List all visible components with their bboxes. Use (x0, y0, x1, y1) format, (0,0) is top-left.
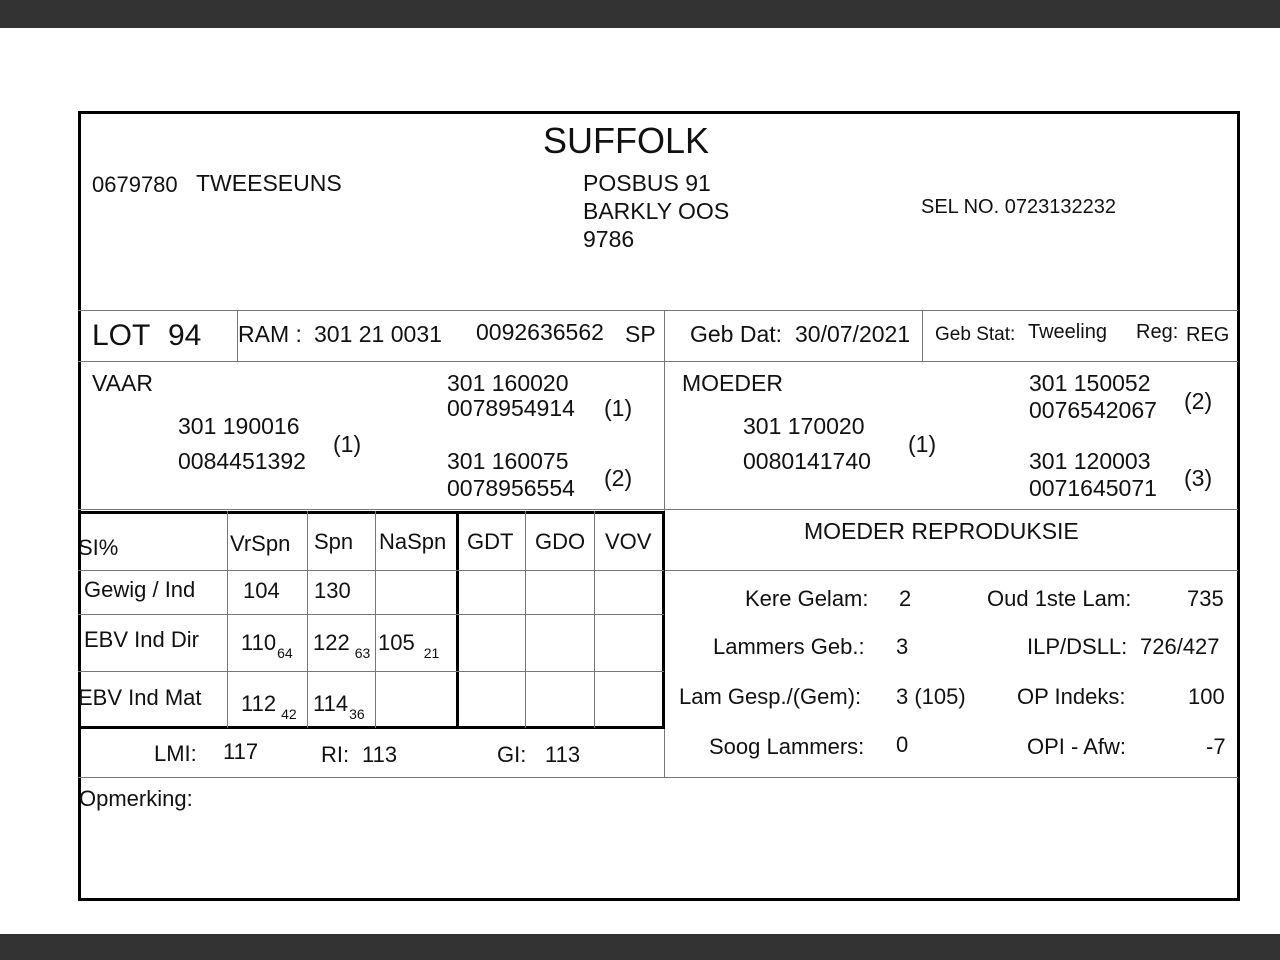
lam-gesp-value: 3 (105) (896, 684, 966, 709)
address-line3: 9786 (583, 226, 635, 252)
sire-reg: 0084451392 (178, 448, 306, 474)
divider (78, 310, 1238, 311)
table-separator (456, 511, 459, 729)
reproduction-title: MOEDER REPRODUKSIE (804, 518, 1079, 544)
row-ebv-dir-vrspn: $110_{64}$ (241, 630, 293, 661)
row-ebv-mat-vrspn: 112 $_{42}$ (241, 691, 297, 722)
divider (78, 361, 1238, 362)
opi-afw-value: -7 (1206, 734, 1226, 759)
sire-label: VAAR (92, 370, 153, 396)
sire-parent1-rank: (1) (604, 395, 633, 421)
lot-label: LOT (92, 319, 151, 352)
sire-parent1-reg: 0078954914 (447, 395, 575, 421)
dam-reg: 0080141740 (743, 448, 871, 474)
gi-label: GI: (497, 742, 527, 767)
animal-label: RAM : (238, 321, 302, 347)
divider (525, 511, 526, 728)
opi-afw-label: OPI - Afw: (1027, 734, 1127, 759)
header-naspn: NaSpn (379, 529, 447, 554)
sire-id: 301 190016 (178, 413, 300, 439)
header-vov: VOV (605, 529, 652, 554)
header-si: SI% (78, 535, 119, 560)
row-ebv-dir-label: EBV Ind Dir (84, 627, 199, 652)
dam-id: 301 170020 (743, 413, 865, 439)
divider (78, 777, 1238, 778)
top-bar (0, 0, 1280, 28)
border-top (78, 111, 1240, 114)
dam-parent2-rank: (3) (1184, 465, 1213, 491)
row-gewig-label: Gewig / Ind (84, 577, 196, 602)
border-left (78, 111, 81, 901)
bottom-bar (0, 934, 1280, 960)
sire-parent2-rank: (2) (604, 465, 633, 491)
lmi-label: LMI: (154, 741, 197, 766)
divider (78, 570, 664, 571)
row-ebv-mat-label: EBV Ind Mat (78, 685, 202, 710)
table-border-right (662, 511, 665, 729)
address-line1: POSBUS 91 (583, 170, 711, 196)
table-border-bottom (78, 726, 665, 729)
sire-parent2-reg: 0078956554 (447, 475, 575, 501)
dam-rank: (1) (908, 431, 937, 457)
row-ebv-dir-naspn: 105 $_{21}$ (378, 630, 440, 661)
divider (78, 671, 664, 672)
kere-gelam-label: Kere Gelam: (745, 586, 869, 611)
birth-date-label: Geb Dat: (690, 321, 783, 347)
border-right (1237, 111, 1240, 901)
ilp-dsll-label: ILP/DSLL: (1027, 634, 1128, 659)
table-border-top (78, 511, 665, 514)
header-spn: Spn (314, 529, 354, 554)
sire-parent2-id: 301 160075 (447, 448, 569, 474)
header-gdt: GDT (467, 529, 514, 554)
animal-code: SP (625, 321, 656, 347)
birth-date: 30/07/2021 (795, 321, 911, 347)
divider (78, 509, 1238, 510)
lot-number: 94 (168, 319, 202, 352)
header-gdo: GDO (535, 529, 586, 554)
row-ebv-dir-spn: 122 $_{63}$ (313, 630, 371, 661)
op-indeks-label: OP Indeks: (1017, 684, 1126, 709)
soog-lammers-label: Soog Lammers: (709, 734, 865, 759)
lot-card (78, 111, 1240, 901)
dam-parent1-rank: (2) (1184, 388, 1213, 414)
lammers-geb-value: 3 (896, 634, 909, 659)
row-ebv-mat-spn: $114_{36}$ (313, 691, 365, 722)
divider (665, 570, 1238, 571)
ilp-dsll-value: 726/427 (1140, 634, 1220, 659)
dam-parent1-id: 301 150052 (1029, 370, 1151, 396)
reg-value: REG (1186, 324, 1230, 346)
kere-gelam-value: 2 (899, 586, 912, 611)
reg-label: Reg: (1136, 321, 1179, 343)
header-vrspn: VrSpn (230, 531, 291, 556)
dam-label: MOEDER (682, 370, 783, 396)
birth-status-label: Geb Stat: (935, 324, 1016, 345)
oud-1ste-lam-label: Oud 1ste Lam: (987, 586, 1132, 611)
soog-lammers-value: 0 (896, 732, 909, 757)
dam-parent1-reg: 0076542067 (1029, 397, 1157, 423)
sire-parent1-id: 301 160020 (447, 370, 569, 396)
breeder-name: TWEESEUNS (196, 170, 342, 196)
breed-title: SUFFOLK (543, 120, 710, 161)
lmi-value: 117 (223, 739, 259, 764)
divider (922, 310, 923, 362)
address-line2: BARKLY OOS (583, 198, 730, 224)
lammers-geb-label: Lammers Geb.: (713, 634, 865, 659)
animal-reg-no: 0092636562 (476, 319, 604, 345)
ri-label: RI: (321, 742, 350, 767)
divider (307, 511, 308, 728)
row-gewig-spn: 130 (314, 578, 351, 603)
divider (227, 511, 228, 728)
divider (594, 511, 595, 728)
breeder-code: 0679780 (92, 172, 178, 197)
animal-id: 301 21 0031 (314, 321, 442, 347)
sel-no: SEL NO. 0723132232 (921, 196, 1116, 218)
border-bottom (78, 898, 1240, 901)
op-indeks-value: 100 (1188, 684, 1225, 709)
dam-parent2-id: 301 120003 (1029, 448, 1151, 474)
oud-1ste-lam-value: 735 (1187, 586, 1224, 611)
remarks-label: Opmerking: (79, 786, 193, 811)
sire-rank: (1) (333, 431, 362, 457)
gi-value: 113 (545, 742, 581, 767)
lam-gesp-label: Lam Gesp./(Gem): (679, 684, 862, 709)
divider (78, 614, 664, 615)
row-gewig-vrspn: 104 (243, 578, 280, 603)
birth-status-value: Tweeling (1028, 321, 1107, 343)
divider (375, 511, 376, 728)
dam-parent2-reg: 0071645071 (1029, 475, 1157, 501)
ri-value: 113 (362, 742, 398, 767)
